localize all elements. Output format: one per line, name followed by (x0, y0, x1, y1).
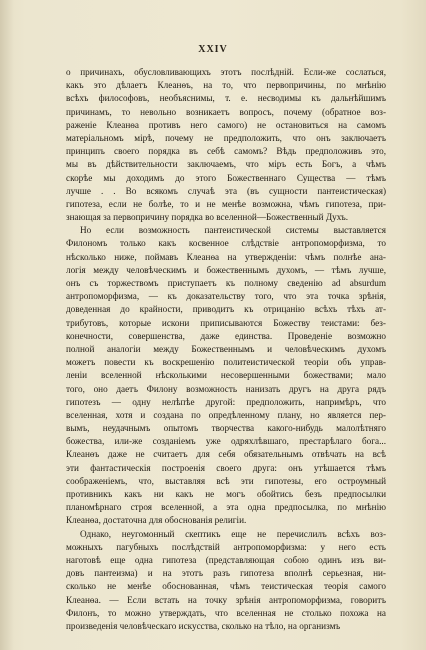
text-line: антропоморфизма, — къ доказательству того, что эта точка зрѣнія, (66, 291, 386, 302)
text-line: раженіе Клеанѳа противъ него самого) не остановиться на самомъ (66, 119, 386, 130)
text-line: принципъ своего порядка въ себѣ самомъ? Вѣдь предположивъ это, (66, 146, 386, 157)
text-line: причинамъ, то невольно возникаетъ вопросъ, почему (обратное воз- (66, 106, 386, 117)
text-line: матеріальномъ мірѣ, почему не предположить, что онъ заключаетъ (66, 132, 386, 143)
text-line: Но если возможность пантеистической системы выставляется (80, 225, 386, 236)
text-line: соображеніемъ, что, выставляя всѣ эти гипотезы, его остроумный (66, 475, 386, 486)
text-line: онъ съ торжествомъ приступаетъ къ полному сведенію ad absurdum (66, 278, 386, 288)
text-line: Филономъ только какъ косвенное слѣдствіе антропоморфизма, то (66, 238, 386, 249)
text-line: Клеанѳа, достаточна для обоснованія религіи. (66, 515, 247, 526)
text-line: лучше . . Во всякомъ случаѣ эта (въ сущности пантеистическая) (66, 185, 386, 196)
text-line: логія между человѣческимъ и божественнымъ духомъ, — тѣмъ лучше, (66, 264, 386, 275)
text-line: какъ это дѣлаетъ Клеанѳъ, на то, что первопричины, по мнѣнію (66, 80, 386, 91)
page-number: XXIV (198, 44, 228, 55)
text-line: сколько не менѣе обоснованная, чѣмъ теистическая теорія самого (66, 581, 386, 592)
text-line: божества, или-же созданіемъ уже одряхлѣвшаго, престарѣлаго бога... (66, 436, 386, 447)
text-line: всѣхъ философовъ, необъяснимы, т. е. несводимы къ дальнѣйшимъ (66, 93, 386, 104)
text-line: скорѣе мы доходимъ до этого Божественнаго Существа — тѣмъ (66, 172, 386, 183)
binding-shadow (0, 0, 14, 650)
text-line: трибутовъ, которые искони приписываются Божеству теистами: без- (66, 317, 386, 328)
text-line: гипотеза, если не болѣе, то и не менѣе возможна, чѣмъ гипотеза, при- (66, 198, 386, 209)
text-line: о причинахъ, обусловливающихъ этотъ послѣдній. Если-же сослаться, (66, 67, 386, 77)
page-text (66, 66, 386, 633)
text-line: Однако, неугомонный скептикъ еще не перечислилъ всѣхъ воз- (80, 528, 386, 539)
text-line: конечности, совершенства, даже единства. Проведеніе возможно (66, 330, 386, 341)
text-line: Филонъ, то можно утверждать, что вселенная не столько похожа на (66, 607, 386, 618)
text-line: нѣсколько ниже, поймавъ Клеанѳа на утвержденіи: чѣмъ полнѣе ана- (66, 251, 386, 262)
text-line: эти фантастическія построенія своего друга: онъ утѣшается тѣмъ (66, 462, 386, 473)
text-line: леніи вселенной нѣсколькими несовершенными божествами; мало (66, 370, 386, 381)
text-line: довъ пантеизма) и на этотъ разъ гипотеза вполнѣ серьезная, ни- (66, 568, 386, 579)
text-line: Клеанѳъ даже не считаетъ для себя обязательнымъ отвѣчать на всѣ (66, 449, 386, 460)
text-line: доведенная до крайности, приводитъ къ отрицанію всѣхъ тѣхъ ат- (66, 304, 386, 315)
text-line: знающая за первопричину порядка во вселенной—Божественный Духъ. (66, 212, 349, 223)
text-line: мы въ дѣйствительности заключаемъ, что міръ есть Богъ, а чѣмъ (66, 159, 386, 170)
text-line: можныхъ пагубныхъ послѣдствій антропоморфизма: у него есть (66, 541, 386, 552)
text-line: гипотезъ — одну нелѣпѣе другой: предположить, напримѣръ, что (66, 396, 386, 407)
text-line: можетъ повести къ воскрешенію политеистической теоріи объ управ- (66, 357, 386, 368)
text-line: Клеанѳа. — Если встать на точку зрѣнія антропоморфизма, говоритъ (66, 594, 386, 605)
text-line: планомѣрнаго строя вселенной, а эта одна предпосылка, по мнѣнію (66, 502, 386, 513)
text-line: противникъ какъ ни какъ не могъ обойтись безъ предпосылки (66, 489, 386, 499)
text-line: произведенія человѣческаго искусства, сколько на тѣло, на организмъ (66, 620, 341, 631)
text-line: полной аналогіи между Божественнымъ и человѣческимъ духомъ (66, 343, 386, 354)
text-line: вымъ, неудачнымъ опытомъ творчества какого-нибудь малолѣтняго (66, 423, 386, 434)
text-line: наготовѣ еще одна гипотеза (представляющая собою одинъ изъ ви- (66, 554, 386, 565)
text-line: вселенная, хотя и создана по опредѣленному плану, но является пер- (66, 409, 386, 420)
text-line: того, оно даетъ Филону возможность нанизать другъ на друга рядъ (66, 383, 386, 394)
